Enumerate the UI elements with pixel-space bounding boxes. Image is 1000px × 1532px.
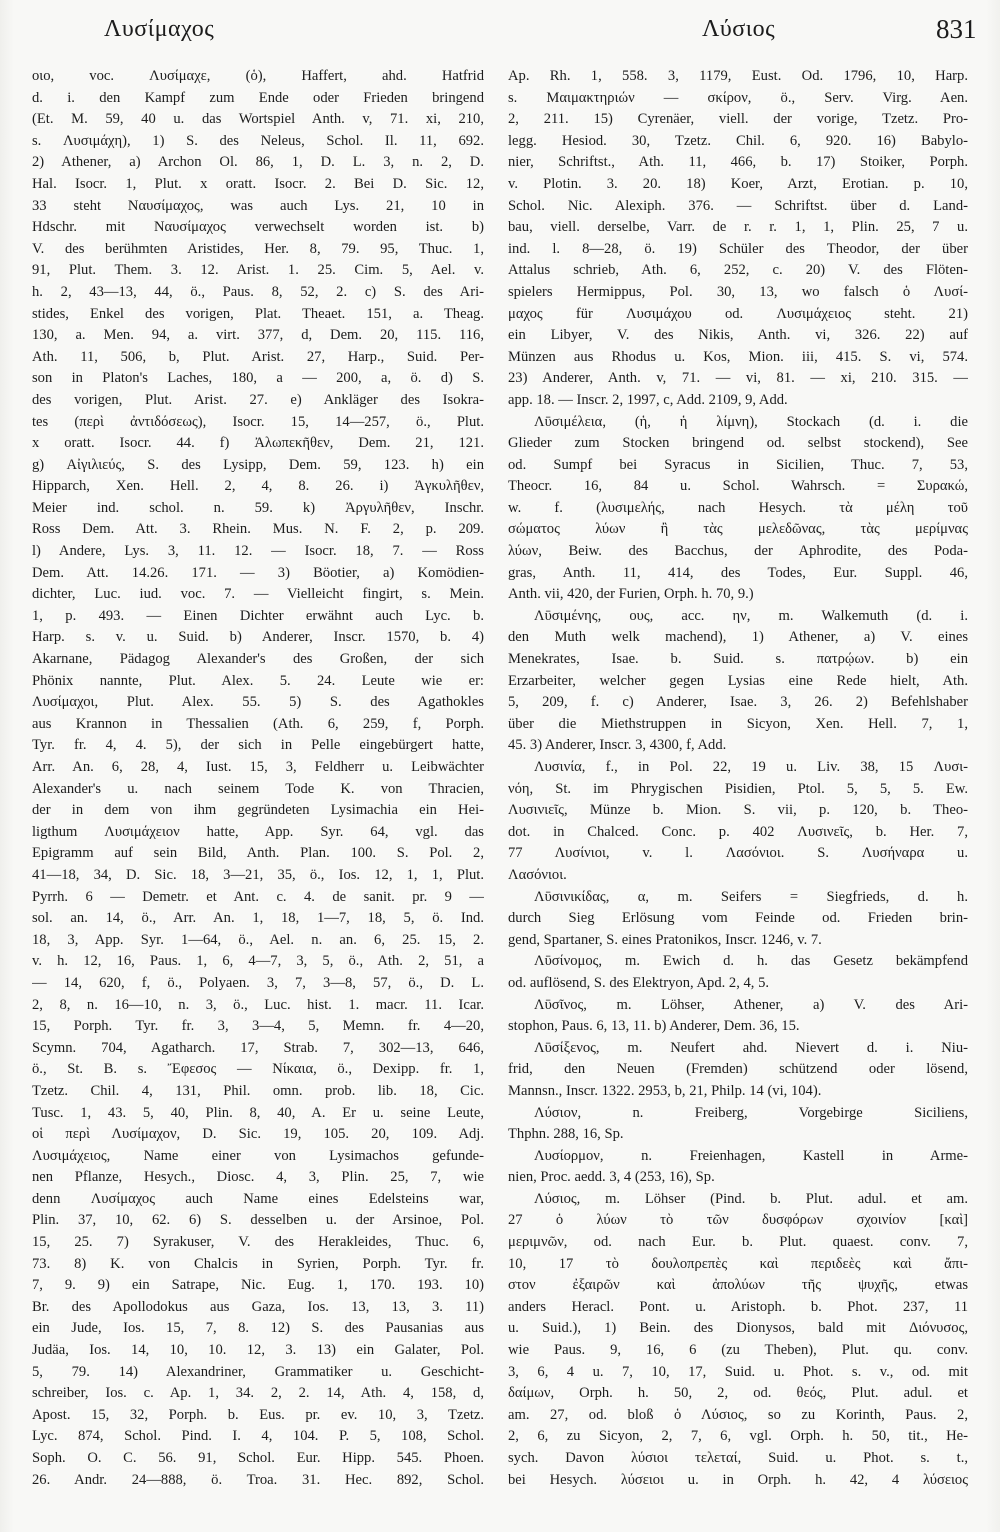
right-running-headword: Λύσιος [702, 16, 776, 42]
text-line: μεριμνῶν, od. nach Eur. b. Plut. quaest. conv. 7, [508, 1234, 968, 1251]
text-line: h. 2, 43—13, 44, ö., Paus. 8, 52, 2. c) S. des Ari- [32, 283, 484, 300]
text-line: Akarnane, Pädagog Alexander's des Großen, der sich [32, 651, 484, 668]
text-line: app. 18. — Inscr. 2, 1997, c, Add. 2109, 9, Add. [508, 391, 788, 408]
text-line: denn Λυσίμαχος auch Name eines Edelsteins war, [32, 1190, 484, 1207]
text-line: 1, p. 493. — Einen Dichter erwähnt auch Lyc. b. [32, 607, 484, 624]
entry-headword-line: Λῡσινικίδας, α, m. Seifers = Siegfrieds, d. h. [534, 888, 968, 905]
text-line: 26. Andr. 24—888, ö. Troa. 31. Hec. 892, Schol. [32, 1471, 484, 1488]
running-header [0, 10, 1000, 52]
text-line: der in dem von ihm gegründeten Lysimachia ein Hei- [32, 802, 484, 819]
text-line: Apost. 15, 32, Porph. b. Eus. pr. ev. 10, 3, Tzetz. [32, 1406, 484, 1423]
text-line: στον ἐξαιρῶν καὶ ἀπολύων τῆς ψυχῆς, etwas [508, 1277, 968, 1294]
text-line: stophon, Paus. 6, 13, 11. b) Anderer, Dem. 36, 15. [508, 1018, 800, 1035]
text-line: Phönix nannte, Plut. Alex. 5. 24. Leute wie er: [32, 672, 484, 689]
text-line: ö., St. B. s. Ἔφεσος — Νίκαια, ö., Dexipp. fr. 1, [32, 1061, 484, 1078]
entry-headword-line: Λῡσιμέλεια, (ἡ, ἡ λίμνη), Stockach (d. i. die [534, 413, 968, 430]
text-line: Hal. Isocr. 1, Plut. x oratt. Isocr. 2. Bei D. Sic. 12, [32, 175, 484, 192]
text-line: λύων, Beiw. des Bacchus, der Aphrodite, des Poda- [508, 543, 968, 560]
entry-headword-line: Λῡσῖνος, m. Löhser, Athener, a) V. des Ari- [534, 996, 968, 1013]
text-line: 33 steht Ναυσίμαχος, was auch Lys. 21, 10 in [32, 197, 484, 214]
text-line: Epigramm auf sein Bild, Anth. Plan. 100. S. Pol. 2, [32, 845, 484, 862]
text-line: sol. an. 14, ö., Arr. An. 1, 18, 1—7, 18, 5, ö. Ind. [32, 910, 484, 927]
text-line: 91, Plut. Them. 3. 12. Arist. 1. 25. Cim. 5, Ael. v. [32, 262, 484, 279]
text-line: Hdschr. mit Ναυσίμαχος verwechselt worden ist. b) [32, 219, 484, 236]
text-line: 5, 209, f. c) Anderer, Isae. 3, 26. 2) Befehlshaber [508, 694, 968, 711]
text-line: ind. l. 8—28, ö. 19) Schüler des Theodor, der über [508, 240, 968, 257]
text-line: u. Suid.), 1) Bein. des Dionysos, bald mit Διόνυσος, [508, 1320, 968, 1337]
text-line: nier, Schriftst., Ath. 11, 466, b. 17) Stoiker, Porph. [508, 154, 968, 171]
entry-headword-line: Λυσίορμον, n. Freienhagen, Kastell in Arme- [534, 1147, 968, 1164]
text-line: Harp. s. v. u. Suid. b) Anderer, Inscr. 1570, b. 4) [32, 629, 484, 646]
text-line: 3, 6, 4 u. 7, 10, 17, Suid. u. Phot. s. v., od. mit [508, 1363, 968, 1380]
text-line: gras, Anth. 11, 414, des Todes, Eur. Suppl. 46, [508, 564, 968, 581]
text-line: sych. Davon λύσιοι τελεταί, Suid. u. Phot. s. t., [508, 1450, 968, 1466]
entry-headword-line: Λῡσίξενος, m. Neufert ahd. Nievert d. i. Niu- [534, 1039, 968, 1056]
text-line: νόη, St. im Phrygischen Pisidien, Ptol. 5, 5, 5. Ew. [508, 780, 968, 797]
text-line: od. Sumpf bei Syracus in Sicilien, Thuc. 7, 53, [508, 456, 968, 473]
entry-headword-line: Λῡσιμένης, ους, acc. ην, m. Walkemuth (d. i. [534, 607, 968, 624]
text-line: Ath. 11, 506, b, Plut. Arist. 27, Harp., Suid. Per- [32, 348, 484, 365]
text-line: schreiber, Ios. c. Ap. 1, 34. 2, 2. 14, Ath. 4, 158, d, [32, 1385, 484, 1402]
text-line: Erzarbeiter, welcher gegen Lysias eine Rede hielt, Ath. [508, 672, 968, 689]
text-line: 10, 17 τὸ δουλοπρεπὲς καὶ περιδεὲς καὶ ἄπι- [508, 1255, 968, 1272]
entry-headword-line: Λῡσίνομος, m. Ewich d. h. das Gesetz bekämpfend [534, 953, 968, 970]
text-line: Tzetz. Chil. 4, 131, Phil. omn. prob. lib. 18, Cic. [32, 1082, 484, 1099]
text-line: Λασόνιοι. [508, 866, 567, 883]
text-line: frid, den Neuen (Fremden) schützend oder lösend, [508, 1061, 968, 1078]
text-line: Judäa, Ios. 14, 10, 10. 12, 3. 13) ein Galater, Pol. [32, 1342, 484, 1359]
text-line: wie Paus. 9, 16, 6 (zu Theben), Plut. qu. conv. [508, 1342, 968, 1359]
text-line: am. 27, od. bloß ὁ Λύσιος, so zu Korinth, Paus. 2, [508, 1406, 968, 1423]
text-line: s. Λυσιμάχη), 1) S. des Neleus, Schol. Il. 11, 692. [32, 132, 484, 149]
text-line: 27 ὁ λύων τὸ τῶν δυσφόρων σχοινίον [καὶ] [508, 1212, 968, 1229]
text-line: dot. in Chalced. Conc. p. 402 Λυσινεῖς, b. Her. 7, [508, 823, 968, 840]
text-line: (Et. M. 59, 40 u. das Wortspiel Anth. v, 71. xi, 210, [32, 111, 484, 128]
text-line: d. i. den Kampf zum Ende oder Frieden bringend [32, 89, 484, 106]
text-line: 15, Porph. Tyr. fr. 3, 3—4, 5, Memn. fr. 4—20, [32, 1018, 484, 1035]
text-line: v. Plotin. 3. 20. 18) Koer, Arzt, Erotian. p. 10, [508, 175, 968, 192]
text-line: Meier ind. schol. n. 59. k) Ἀργυλῆθεν, Inschr. [32, 499, 484, 516]
text-line: 41—18, 34, D. Sic. 18, 3—21, 35, ö., Ios. 12, 1, 1, Plut. [32, 866, 484, 883]
text-line: den Muth welk machend), 1) Athener, a) V. eines [508, 629, 968, 646]
page-number: 831 [936, 14, 977, 44]
text-line: Hipparch, Xen. Hell. 2, 4, 8. 26. i) Ἀγκυλῆθεν, [32, 478, 484, 495]
text-line: Tyr. fr. 4, 4. 5), der sich in Pelle eingebürgert hatte, [32, 737, 484, 754]
text-line: οιο, voc. Λυσίμαχε, (ὁ), Haffert, ahd. Hatfrid [32, 68, 484, 84]
right-column [508, 66, 968, 1491]
text-line: über die Miethstruppen in Sicyon, Xen. Hell. 7, 1, [508, 715, 968, 732]
text-line: Tusc. 1, 43. 5, 40, Plin. 8, 40, A. Er u. seine Leute, [32, 1104, 484, 1121]
left-running-headword: Λυσίμαχος [104, 16, 215, 42]
entry-headword-line: Λύσιον, n. Freiberg, Vorgebirge Siciliens, [534, 1104, 968, 1121]
text-line: 2) Athener, a) Archon Ol. 86, 1, D. L. 3, n. 2, D. [32, 154, 484, 171]
text-line: Thphn. 288, 16, Sp. [508, 1126, 624, 1143]
text-line: Λυσιμάχειος, Name einer von Lysimachos gefunde- [32, 1147, 484, 1164]
text-line: 130, a. Men. 94, a. virt. 377, d, Dem. 20, 115. 116, [32, 327, 484, 344]
text-line: g) Αἰγιλιεύς, S. des Lysipp, Dem. 59, 123. h) ein [32, 456, 484, 473]
text-line: aus Krannon in Thessalien (Ath. 6, 259, f, Porph. [32, 715, 484, 732]
text-line: Ap. Rh. 1, 558. 3, 1179, Eust. Od. 1796, 10, Harp. [508, 68, 968, 84]
text-line: Scymn. 704, Agatharch. 17, Strab. 7, 302—13, 646, [32, 1039, 484, 1056]
text-line: 5, 79. 14) Alexandriner, Grammatiker u. Geschicht- [32, 1363, 484, 1380]
text-line: 23) Anderer, Anth. v, 71. — vi, 81. — xi, 210. 315. — [508, 370, 968, 387]
text-line: Attalus schrieb, Ath. 6, 252, c. 20) V. des Flöten- [508, 262, 968, 279]
text-line: 45. 3) Anderer, Inscr. 3, 4300, f, Add. [508, 737, 727, 754]
text-line: legg. Hesiod. 30, Tzetz. Chil. 6, 920. 16) Babylo- [508, 132, 968, 149]
text-line: 2, 211. 15) Cyrenäer, viell. der vorige, Tzetz. Pro- [508, 111, 968, 128]
text-line: ligthum Λυσιμάχειον hatte, App. Syr. 64, vgl. das [32, 823, 484, 840]
text-line: 77 Λυσίνιοι, v. l. Λασόνιοι. S. Λυσήναρα u. [508, 845, 968, 862]
text-line: tes (περὶ ἀντιδόσεως), Isocr. 15, 14—257, ö., Plut. [32, 413, 484, 430]
text-line: Menekrates, Isae. b. Suid. s. πατρῴων. b) ein [508, 651, 968, 668]
text-line: Λυσινιεῖς, Münze b. Mion. S. vii, p. 120, b. Theo- [508, 802, 968, 819]
text-line: Theocr. 16, 84 u. Schol. Wahrsch. = Συρακώ, [508, 478, 968, 495]
text-line: stides, Enkel des vorigen, Plat. Theaet. 151, a. Theag. [32, 305, 484, 322]
text-line: Münzen aus Rhodus u. Kos, Mion. iii, 415. S. vi, 574. [508, 348, 968, 365]
text-line: Glieder zum Stocken bringend od. selbst stockend), See [508, 435, 968, 452]
text-line: gend, Spartaner, S. eines Pratonikos, Inscr. 1246, v. 7. [508, 931, 822, 948]
text-line: bau, viell. derselbe, Varr. de r. r. 1, 1, Plin. 25, 7 u. [508, 219, 968, 236]
text-line: l) Andere, Lys. 3, 11. 12. — Isocr. 18, 7. — Ross [32, 543, 484, 560]
text-line: Pyrrh. 6 — Demetr. et Ant. c. 4. de sanit. pr. 9 — [32, 888, 484, 905]
text-line: v. h. 12, 16, Paus. 1, 6, 4—7, 3, 5, ö., Ath. 2, 51, a [32, 953, 484, 970]
text-line: 18, 3, App. Syr. 1—64, ö., Ael. n. an. 6, 25. 15, 2. [32, 931, 484, 948]
text-line: Ross Dem. Att. 3. Rhein. Mus. N. F. 2, p. 209. [32, 521, 484, 538]
text-line: Arr. An. 6, 28, 4, Iust. 15, 3, Feldherr u. Leibwächter [32, 759, 484, 775]
text-line: Alexander's u. nach seinem Tode K. von Thracien, [32, 780, 484, 797]
text-line: dichter, Luc. iud. voc. 7. — Vielleicht fingirt, s. Mein. [32, 586, 484, 603]
text-line: s. Μαιμακτηριών — σκίρον, ö., Serv. Virg. Aen. [508, 89, 968, 106]
text-line: Lyc. 874, Schol. Pind. I. 4, 104. P. 5, 108, Schol. [32, 1428, 484, 1445]
text-line: ein Libyer, V. des Nikis, Anth. vi, 326. 22) auf [508, 327, 968, 344]
text-line: nen Pflanze, Hesych., Diosc. 4, 3, Plin. 25, 7, wie [32, 1169, 484, 1186]
text-line: 15, 25. 7) Syrakuser, V. des Herakleides, Thuc. 6, [32, 1234, 484, 1251]
entry-headword-line: Λύσιος, m. Löhser (Pind. b. Plut. adul. et am. [534, 1190, 968, 1207]
text-line: Schol. Nic. Alexiph. 376. — Schriftst. über d. Land- [508, 197, 968, 214]
text-line: 7, 9. 9) ein Satrape, Nic. Eug. 1, 170. 193. 10) [32, 1277, 484, 1294]
text-line: — 14, 620, f, ö., Polyaen. 3, 7, 3—8, 57, ö., D. L. [32, 974, 484, 991]
text-line: Λυσίμαχοι, Plut. Alex. 55. 5) S. des Agathokles [32, 694, 484, 711]
text-line: Mannsn., Inscr. 1322. 2953, b, 21, Philp. 14 (vi, 104). [508, 1082, 822, 1099]
text-line: od. auflösend, S. des Elektryon, Apd. 2, 4, 5. [508, 974, 770, 991]
text-line: Dem. Att. 14.26. 171. — 3) Böotier, a) Komödien- [32, 564, 484, 581]
text-line: anders Heracl. Pont. u. Aristoph. b. Phot. 237, 11 [508, 1298, 968, 1315]
text-line: V. des berühmten Aristides, Her. 8, 79. 95, Thuc. 1, [32, 240, 484, 257]
text-line: spielers Hermippus, Pol. 30, 13, wo falsch ὁ Λυσί- [508, 283, 968, 300]
text-line: δαίμων, Orph. h. 50, 2, od. θεός, Plut. adul. et [508, 1385, 968, 1402]
text-line: σώματος λύων ἢ τὰς μελεδῶνας, τὰς μερίμνας [508, 521, 968, 538]
text-line: 2, 6, zu Sicyon, 2, 7, 6, vgl. Orph. h. 50, tit., He- [508, 1428, 968, 1445]
left-column [32, 66, 484, 1491]
text-line: w. f. (λυσιμελής, nach Hesych. τὰ μέλη τοῦ [508, 499, 968, 516]
text-line: 2, 8, n. 16—10, n. 3, ö., Luc. hist. 1. macr. 11. Icar. [32, 996, 484, 1013]
text-line: ein Jude, Ios. 15, 7, 8. 12) S. des Pausanias aus [32, 1320, 484, 1337]
text-line: nien, Proc. aedd. 3, 4 (253, 16), Sp. [508, 1169, 715, 1186]
text-line: 73. 8) K. von Chalcis in Syrien, Porph. Tyr. fr. [32, 1255, 484, 1272]
text-line: μαχος für Λυσιμάχου od. Λυσιμάχειος steht. 21) [508, 305, 968, 322]
text-line: Br. des Apollodokus aus Gaza, Ios. 13, 13, 3. 11) [32, 1298, 484, 1315]
text-line: son in Platon's Laches, 180, a — 200, a, ö. d) S. [32, 370, 484, 387]
text-line: des vorigen, Plut. Arist. 27. e) Ankläger des Isokra- [32, 391, 484, 408]
text-line: οἱ περὶ Λυσίμαχον, D. Sic. 19, 105. 20, 109. Adj. [32, 1126, 484, 1143]
text-line: bei Hesych. λύσειοι u. in Orph. h. 42, 4 λύσειος [508, 1471, 968, 1488]
text-line: Plin. 37, 10, 62. 6) S. desselben u. der Arsinoe, Pol. [32, 1212, 484, 1229]
text-line: durch Sieg Erlösung vom Feinde od. Frieden brin- [508, 910, 968, 927]
text-line: x oratt. Isocr. 44. f) Ἀλωπεκῆθεν, Dem. 21, 121. [32, 435, 484, 452]
entry-headword-line: Λυσινία, f., in Pol. 22, 19 u. Liv. 38, 15 Λυσι- [534, 759, 968, 775]
text-line: Soph. O. C. 56. 91, Schol. Eur. Hipp. 545. Phoen. [32, 1450, 484, 1466]
text-line: Anth. vii, 420, der Furien, Orph. h. 70, 9.) [508, 586, 754, 603]
